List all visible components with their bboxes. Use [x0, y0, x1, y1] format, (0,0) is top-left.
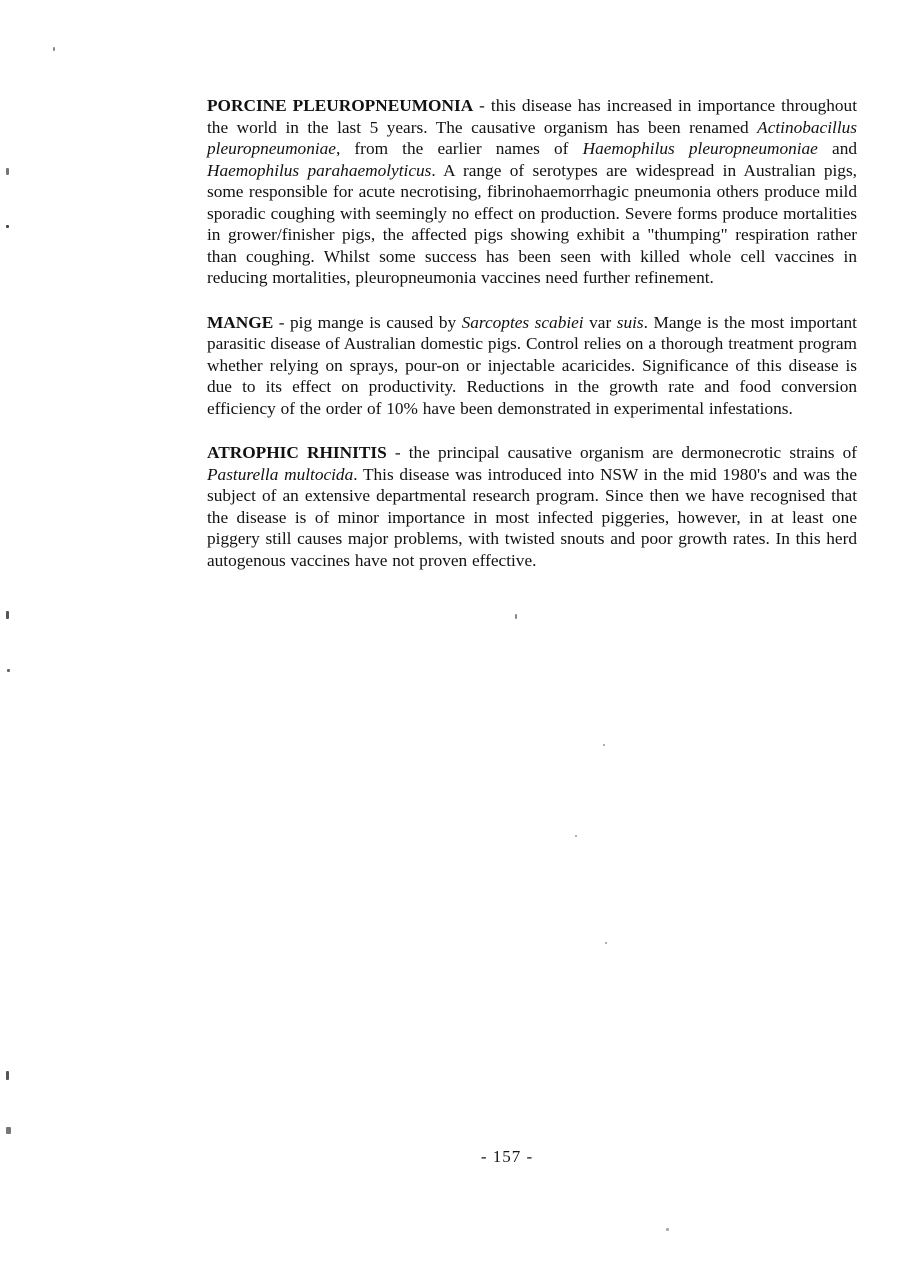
text-run-normal: - pig mange is caused by [273, 312, 462, 332]
scan-speck [6, 611, 9, 619]
scan-speck [6, 1071, 9, 1080]
scan-speck [603, 744, 605, 746]
scan-speck [53, 47, 55, 51]
scan-speck [575, 835, 577, 837]
paragraph-porcine-pleuropneumonia [207, 95, 857, 289]
text-run-normal: . Mange is the most important parasitic disease of Australian domestic pigs. Control relies on a thorough treatment program whether relying on sprays, pour-on or injectable acaricides. Significance of this disease is due to its effect on productivity. Reductions in the growth rate and food conversion efficiency of the order of 10% have been demonstrated in experimental infestations. [207, 312, 857, 418]
text-run-normal: . A range of serotypes are widespread in Australian pigs, some responsible for acute necrotising, fibrinohaemorrhagic pneumonia others produce mild sporadic coughing with seemingly no effect on production. Severe forms produce mortalities in grower/finisher pigs, the affected pigs showing exhibit a "thumping" respiration rather than coughing. Whilst some success has been seen with killed whole cell vaccines in reducing mortalities, pleuropneumonia vaccines need further refinement. [207, 160, 857, 287]
scan-speck [515, 614, 517, 619]
scan-speck [7, 669, 10, 672]
text-run-italic: Pasturella multocida [207, 464, 354, 484]
scan-speck [666, 1228, 669, 1231]
text-run-bold: ATROPHIC RHINITIS [207, 443, 387, 462]
page-number: - 157 - [480, 1147, 534, 1166]
text-block [207, 95, 857, 594]
text-run-italic: suis [616, 312, 644, 332]
scan-speck [6, 168, 9, 175]
text-run-normal: - this disease has increased in importance throughout the world in the last 5 years. The causative organism has been renamed [207, 96, 857, 137]
text-run-italic: Actinobacillus pleuropneumoniae [207, 117, 857, 158]
text-run-normal: . This disease was introduced into NSW in the mid 1980's and was the subject of an extensive departmental research program. Since then we have recognised that the disease is of minor importance in most infected piggeries, however, in at least one piggery still causes major problems, with twisted snouts and poor growth rates. In this herd autogenous vaccines have not proven effective. [207, 464, 857, 570]
text-run-normal: , from the earlier names of [335, 139, 583, 158]
text-run-italic: Haemophilus pleuropneumoniae [582, 139, 818, 158]
paragraph-mange [207, 312, 857, 420]
text-run-normal: var [583, 312, 617, 332]
text-run-normal: - the principal causative organism are dermonecrotic strains of [386, 443, 858, 462]
scan-speck [6, 1127, 11, 1134]
text-run-bold: MANGE [207, 312, 274, 332]
text-run-normal: and [817, 139, 857, 158]
scan-speck [6, 225, 9, 228]
paragraph-atrophic-rhinitis [207, 442, 857, 571]
scan-speck [605, 942, 607, 944]
text-run-italic: Haemophilus parahaemolyticus [207, 160, 432, 180]
text-run-bold: PORCINE PLEUROPNEUMONIA [207, 96, 474, 115]
text-run-italic: Sarcoptes scabiei [461, 312, 584, 332]
